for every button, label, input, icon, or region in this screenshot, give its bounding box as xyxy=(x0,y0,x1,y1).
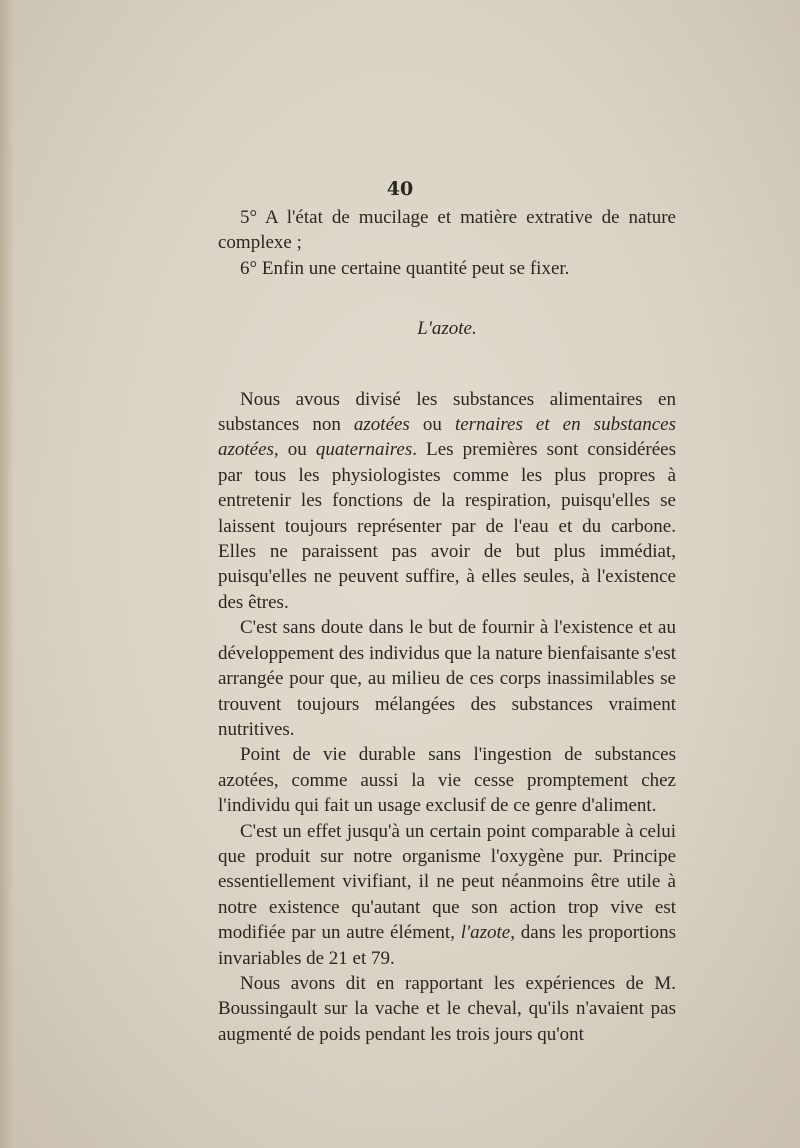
paragraph-1-italic-b: ternaires et en substances azotées, xyxy=(218,414,677,461)
page-edge-shadow xyxy=(0,0,14,1148)
section-heading: L'azote. xyxy=(417,318,477,340)
paragraph-2: C'est sans doute dans le but de fournir à l'existence et au développement des individus que la nature bienfaisante s'est arrangée pour que, au milieu de ces corps inassimilables se trouvent toujours mélangées des substances vraiment nutritives. xyxy=(218,617,676,740)
paragraph-1-italic-c: quaternaires xyxy=(315,439,413,461)
paragraph-1-text-a: Nous avous divisé les substances alimentaires en substances non xyxy=(218,388,676,436)
list-item-6: 6° Enfin une certaine quantité peut se fixer. xyxy=(240,257,570,279)
paragraph-4-text-b: dans les proportions invariables de 21 et 79. xyxy=(218,922,676,969)
paragraph-1-italic-a: azotées xyxy=(353,414,410,436)
page-number: 40 xyxy=(386,178,414,200)
paragraph-1-text-c: ou xyxy=(278,439,316,461)
paragraph-1 xyxy=(218,387,676,616)
paragraph-1-text-b: ou xyxy=(409,414,455,436)
body-text xyxy=(218,205,676,1047)
paragraph-4-text-a: C'est un effet jusqu'à un certain point comparable à celui que produit sur notre organisme l'oxygène pur. Principe essentiellement vivifiant, il ne peut néanmoins être utile à notre existence qu'autant que son action trop vive est modifiée par un autre élément, xyxy=(218,820,676,944)
list-item-5: 5° A l'état de mucilage et matière extrative de nature complexe ; xyxy=(218,207,676,254)
paragraph-4 xyxy=(218,819,676,971)
paragraph-1-text-d: . Les premières sont considérées par tous les physiologistes comme les plus propres à entretenir les fonctions de la respiration, puisqu'elles se laissent toujours représenter par de l'eau et du carbone. Elles ne paraissent pas avoir de but plus immédiat, puisqu'elles ne peuvent suffire, à elles seules, à l'existence des êtres. xyxy=(218,439,676,613)
paragraph-3: Point de vie durable sans l'ingestion de substances azotées, comme aussi la vie cesse promptement chez l'individu qui fait un usage exclusif de ce genre d'aliment. xyxy=(218,744,676,817)
paragraph-5: Nous avons dit en rapportant les expériences de M. Boussingault sur la vache et le cheval, qu'ils n'avaient pas augmenté de poids pendant les trois jours qu'ont xyxy=(218,972,676,1045)
paragraph-4-italic-a: l'azote, xyxy=(460,922,515,944)
